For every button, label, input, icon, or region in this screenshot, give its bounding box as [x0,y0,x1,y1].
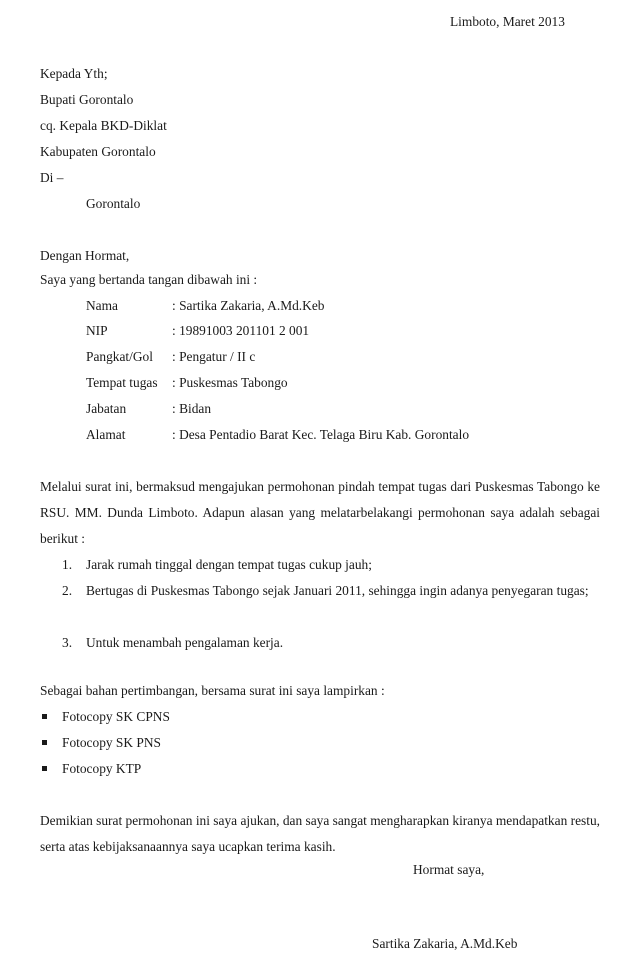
attachment-text: Fotocopy SK CPNS [62,709,170,724]
reason-item [62,630,600,656]
recipient-city: Gorontalo [86,196,141,211]
recipient-line: Di – [40,170,64,185]
identity-label: Alamat [86,427,126,442]
attachment-text: Fotocopy SK PNS [62,735,161,750]
reason-number: 2. [62,583,73,598]
reason-text: Bertugas di Puskesmas Tabongo sejak Januari 2011, sehingga ingin adanya penyegaran tugas; [86,583,589,598]
attachments-intro: Sebagai bahan pertimbangan, bersama surat ini saya lampirkan : [40,683,385,698]
reason-text: Untuk menambah pengalaman kerja. [86,635,284,650]
bullet-icon [42,766,47,771]
identity-label: Tempat tugas [86,375,158,390]
identity-label: NIP [86,323,108,338]
identity-label: Jabatan [86,401,127,416]
recipient-line: Kabupaten Gorontalo [40,144,156,159]
body-paragraph: Melalui surat ini, bermaksud mengajukan permohonan pindah tempat tugas dari Puskesmas Tabongo ke RSU. MM. Dunda Limboto. Adapun alasan yang melatarbelakangi permohonan saya adalah sebagai berikut : [40,479,600,546]
identity-value: : Bidan [172,401,212,416]
closing-paragraph: Demikian surat permohonan ini saya ajukan, dan saya sangat mengharapkan kiranya mendapatkan restu, serta atas kebijaksanaannya saya ucapkan terima kasih. [40,813,600,854]
reason-item [62,578,600,604]
greeting: Dengan Hormat, [40,248,130,263]
reason-number: 3. [62,635,73,650]
reason-item [62,552,600,578]
reason-text: Jarak rumah tinggal dengan tempat tugas cukup jauh; [86,557,372,572]
closing-salutation: Hormat saya, [413,862,485,877]
identity-value: : Sartika Zakaria, A.Md.Keb [172,298,325,313]
identity-value: : Pengatur / II c [172,349,256,364]
recipient-line: Bupati Gorontalo [40,92,134,107]
intro-text: Saya yang bertanda tangan dibawah ini : [40,272,258,287]
reason-number: 1. [62,557,73,572]
identity-value: : Desa Pentadio Barat Kec. Telaga Biru Kab. Gorontalo [172,427,470,442]
identity-value: : Puskesmas Tabongo [172,375,288,390]
signature-name: Sartika Zakaria, A.Md.Keb [372,936,518,951]
attachment-text: Fotocopy KTP [62,761,142,776]
attachment-item [42,761,141,777]
attachment-item [42,709,170,725]
attachment-item [42,735,161,751]
bullet-icon [42,740,47,745]
bullet-icon [42,714,47,719]
place-date: Limboto, Maret 2013 [450,14,565,29]
recipient-line: cq. Kepala BKD-Diklat [40,118,167,133]
identity-label: Pangkat/Gol [86,349,153,364]
identity-value: : 19891003 201101 2 001 [172,323,310,338]
identity-label: Nama [86,298,118,313]
recipient-line: Kepada Yth; [40,66,108,81]
